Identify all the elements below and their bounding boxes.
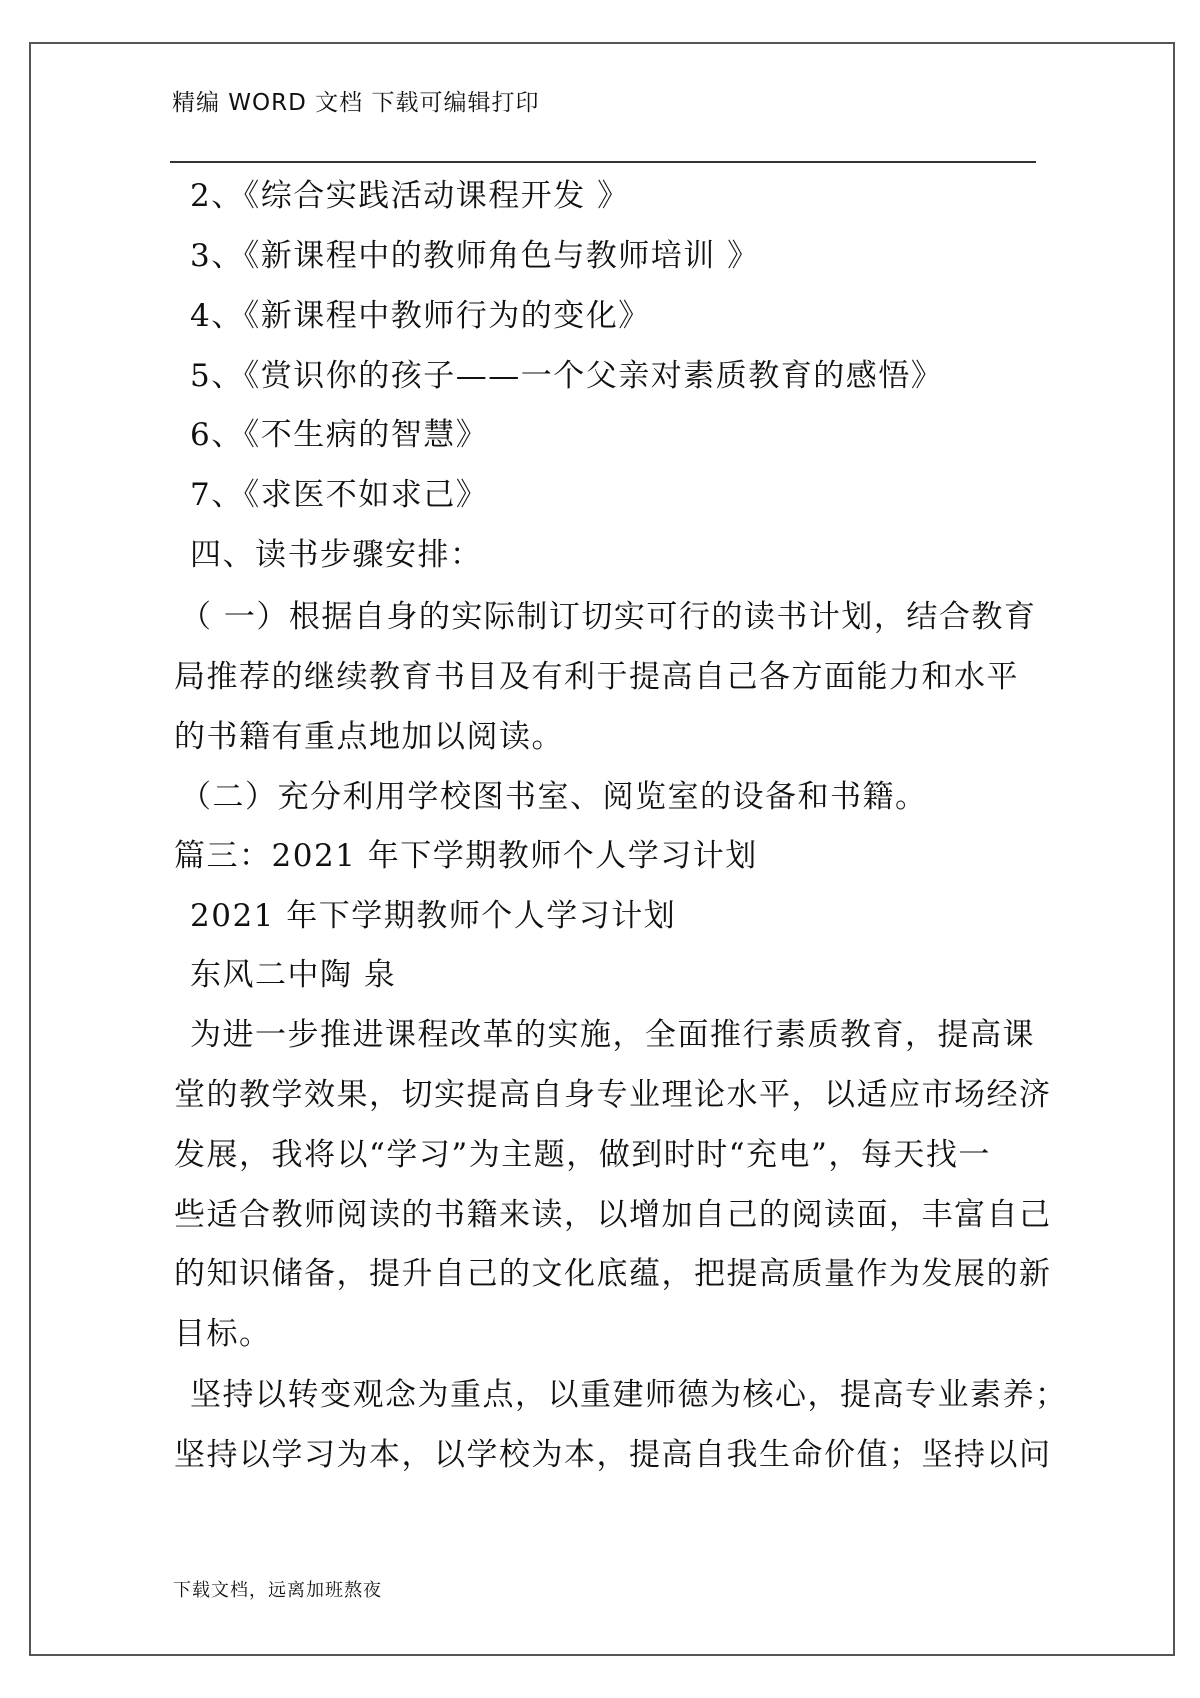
paragraph-line: 局推荐的继续教育书目及有利于提高自己各方面能力和水平: [174, 659, 1019, 695]
page-footer-text: 下载文档，远离加班熬夜: [173, 1580, 382, 1601]
header-divider: [170, 161, 1036, 163]
paragraph-line: 的书籍有重点地加以阅读。: [174, 719, 564, 755]
paragraph-line: （二）充分利用学校图书室、阅览室的设备和书籍。: [180, 779, 928, 815]
paragraph-line: 坚持以学习为本，以学校为本，提高自我生命价值；坚持以问: [174, 1437, 1052, 1473]
page-header-title: 精编 WORD 文档 下载可编辑打印: [172, 90, 540, 116]
paragraph-line: （ 一）根据自身的实际制订切实可行的读书计划，结合教育: [180, 599, 1037, 635]
chapter-heading: 篇三：2021 年下学期教师个人学习计划: [174, 838, 758, 874]
paragraph-line: 的知识储备，提升自己的文化底蕴，把提高质量作为发展的新: [174, 1256, 1052, 1292]
reading-list-item-5: 5、《赏识你的孩子——一个父亲对素质教育的感悟》: [190, 358, 944, 394]
reading-list-item-6: 6、《不生病的智慧》: [190, 417, 489, 453]
paragraph-line: 发展，我将以“学习”为主题，做到时时“充电”，每天找一: [174, 1137, 991, 1173]
document-title: 2021 年下学期教师个人学习计划: [190, 898, 677, 934]
reading-list-item-7: 7、《求医不如求己》: [190, 477, 489, 513]
reading-list-item-2: 2、《综合实践活动课程开发 》: [190, 178, 630, 214]
paragraph-line: 些适合教师阅读的书籍来读，以增加自己的阅读面，丰富自己: [174, 1197, 1052, 1233]
reading-list-item-3: 3、《新课程中的教师角色与教师培训 》: [190, 238, 760, 274]
paragraph-line: 坚持以转变观念为重点，以重建师德为核心，提高专业素养；: [190, 1377, 1068, 1413]
reading-list-item-4: 4、《新课程中教师行为的变化》: [190, 298, 651, 334]
paragraph-line: 堂的教学效果，切实提高自身专业理论水平，以适应市场经济: [174, 1077, 1052, 1113]
paragraph-line: 为进一步推进课程改革的实施，全面推行素质教育，提高课: [190, 1017, 1035, 1053]
section-heading-reading-steps: 四、读书步骤安排：: [190, 537, 483, 573]
author-line: 东风二中陶 泉: [190, 957, 397, 993]
paragraph-line: 目标。: [174, 1316, 272, 1352]
